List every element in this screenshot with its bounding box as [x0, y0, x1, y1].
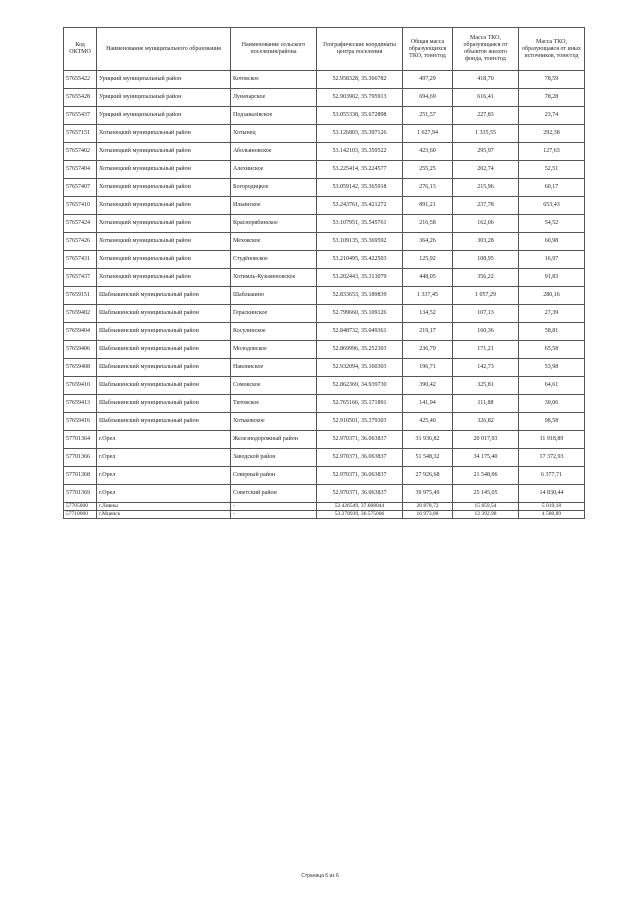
table-cell: 60,98 [519, 233, 585, 251]
table-cell: 57659402 [64, 305, 97, 323]
table-cell: Шаблыкинский муниципальный район [97, 395, 231, 413]
table-cell: 125,92 [403, 251, 453, 269]
table-cell: Хотынецкий муниципальный район [97, 233, 231, 251]
table-cell: - [231, 511, 317, 519]
table-cell: 227,83 [453, 107, 519, 125]
table-cell: 27,39 [519, 305, 585, 323]
table-cell: 57657151 [64, 125, 97, 143]
table-cell: Навлинское [231, 359, 317, 377]
table-cell: 52.848732, 35.049361 [317, 323, 403, 341]
column-header: Географические координаты центра поселения [317, 28, 403, 71]
table-cell: Хотынец [231, 125, 317, 143]
table-cell: Сомовское [231, 377, 317, 395]
table-cell: 108,95 [453, 251, 519, 269]
table-cell: Урицкий муниципальный район [97, 89, 231, 107]
table-cell: 364,26 [403, 233, 453, 251]
table-cell: 57659406 [64, 341, 97, 359]
table-cell: 51 548,32 [403, 449, 453, 467]
table-cell: 31 936,82 [403, 431, 453, 449]
table-cell: 326,82 [453, 413, 519, 431]
column-header: Масса ТКО, образующаяся от объектов жилого фонда, тонн/год [453, 28, 519, 71]
table-cell: 53.142103, 35.359522 [317, 143, 403, 161]
table-cell: 653,43 [519, 197, 585, 215]
table-cell: 17 372,93 [519, 449, 585, 467]
table-row [64, 413, 585, 431]
table-cell: Хотынецкий муниципальный район [97, 143, 231, 161]
table-row [64, 269, 585, 287]
table-cell: 216,58 [403, 215, 453, 233]
table-cell: 57701364 [64, 431, 97, 449]
table-row [64, 467, 585, 485]
table-cell: 891,21 [403, 197, 453, 215]
table-row [64, 179, 585, 197]
table-cell: 53.278939, 36.575006 [317, 511, 403, 519]
table-cell: Урицкий муниципальный район [97, 107, 231, 125]
table-row [64, 449, 585, 467]
column-header: Код ОКТМО [64, 28, 97, 71]
column-header: Общая масса образующихся ТКО, тонн/год [403, 28, 453, 71]
table-cell: 78,28 [519, 89, 585, 107]
table-cell: Хотынецкий муниципальный район [97, 161, 231, 179]
table-cell: 134,52 [403, 305, 453, 323]
table-cell: 57659416 [64, 413, 97, 431]
table-cell: 390,42 [403, 377, 453, 395]
table-cell: 57659413 [64, 395, 97, 413]
table-cell: 171,21 [453, 341, 519, 359]
table-cell: г.Орел [97, 449, 231, 467]
table-cell: 111,88 [453, 395, 519, 413]
table-cell: 52.869996, 35.252303 [317, 341, 403, 359]
table-cell: Подзавалівское [231, 107, 317, 125]
table-cell: 107,13 [453, 305, 519, 323]
table-cell: Шаблыкинский муниципальный район [97, 359, 231, 377]
table-cell: 694,69 [403, 89, 453, 107]
table-cell: 127,63 [519, 143, 585, 161]
table-cell: 53,98 [519, 359, 585, 377]
table-cell: 52.862369, 34.939730 [317, 377, 403, 395]
table-cell: Шаблыкино [231, 287, 317, 305]
table-cell: 6 377,71 [519, 467, 585, 485]
table-cell: 16 973,88 [403, 511, 453, 519]
table-cell: 276,13 [403, 179, 453, 197]
table-cell: 57657431 [64, 251, 97, 269]
table-cell: Меховское [231, 233, 317, 251]
table-cell: 52.958328, 35.366782 [317, 71, 403, 89]
table-cell: 1 335,55 [453, 125, 519, 143]
table-cell: Титовское [231, 395, 317, 413]
table-cell: Шаблыкинский муниципальный район [97, 413, 231, 431]
table-cell: 160,36 [453, 323, 519, 341]
table-cell: 1 057,29 [453, 287, 519, 305]
table-cell: 57657424 [64, 215, 97, 233]
table-cell: 57655437 [64, 107, 97, 125]
table-cell: Хотынецкий муниципальный район [97, 125, 231, 143]
table-cell: 325,81 [453, 377, 519, 395]
table-cell: 53.210495, 35.422503 [317, 251, 403, 269]
table-cell: Краснорябинское [231, 215, 317, 233]
table-cell: 57657410 [64, 197, 97, 215]
table-cell: Котовское [231, 71, 317, 89]
table-cell: 52.426549, 37.608044 [317, 503, 403, 511]
table-cell: 57657437 [64, 269, 97, 287]
table-cell: Хотынецкий муниципальный район [97, 215, 231, 233]
table-cell: 21 548,96 [453, 467, 519, 485]
table-cell: 215,96 [453, 179, 519, 197]
table-cell: Косулинское [231, 323, 317, 341]
table-cell: 15 859,54 [453, 503, 519, 511]
table-cell: Заводской район [231, 449, 317, 467]
table-row [64, 377, 585, 395]
table-cell: 57659151 [64, 287, 97, 305]
table-cell: 53.243761, 35.421272 [317, 197, 403, 215]
table-row [64, 287, 585, 305]
table-cell: 53.055338, 35.672898 [317, 107, 403, 125]
table-cell: Алехинское [231, 161, 317, 179]
table-cell: 52.970371, 36.063837 [317, 449, 403, 467]
table-cell: 14 830,44 [519, 485, 585, 503]
table-row [64, 125, 585, 143]
table-cell: г.Орел [97, 431, 231, 449]
table-cell: 57657402 [64, 143, 97, 161]
table-cell: Луначарское [231, 89, 317, 107]
table-cell: 255,25 [403, 161, 453, 179]
table-cell: - [231, 503, 317, 511]
table-cell: 53.225414, 35.224577 [317, 161, 403, 179]
table-row [64, 341, 585, 359]
table-cell: Шаблыкинский муниципальный район [97, 287, 231, 305]
table-cell: 57657404 [64, 161, 97, 179]
table-cell: 303,28 [453, 233, 519, 251]
table-cell: 52.765166, 35.171891 [317, 395, 403, 413]
table-cell: 237,78 [453, 197, 519, 215]
column-header: Масса ТКО, образующаяся от иных источников, тонн/год [519, 28, 585, 71]
table-row [64, 89, 585, 107]
table-cell: 52.799660, 35.109126 [317, 305, 403, 323]
table-cell: 65,58 [519, 341, 585, 359]
table-cell: 202,74 [453, 161, 519, 179]
table-cell: 52.970371, 36.063837 [317, 467, 403, 485]
table-cell: 52.833653, 35.189839 [317, 287, 403, 305]
table-cell: 20 878,72 [403, 503, 453, 511]
table-cell: 425,40 [403, 413, 453, 431]
table-cell: 448,05 [403, 269, 453, 287]
waste-table [63, 27, 585, 519]
table-cell: 54,52 [519, 215, 585, 233]
table-cell: 57657407 [64, 179, 97, 197]
table-cell: Хотьковское [231, 413, 317, 431]
table-row [64, 305, 585, 323]
table-cell: 58,81 [519, 323, 585, 341]
table-cell: 52.970371, 36.063837 [317, 485, 403, 503]
table-cell: 4 580,89 [519, 511, 585, 519]
table-cell: 12 392,98 [453, 511, 519, 519]
table-cell: 57655422 [64, 71, 97, 89]
table-row [64, 161, 585, 179]
table-cell: Гераскинское [231, 305, 317, 323]
table-cell: 292,38 [519, 125, 585, 143]
table-cell: Хотимль-Кузьменовское [231, 269, 317, 287]
table-cell: Шаблыкинский муниципальный район [97, 305, 231, 323]
table-row [64, 71, 585, 89]
table-cell: г.Мценск [97, 511, 231, 519]
table-cell: 280,16 [519, 287, 585, 305]
table-cell: 196,71 [403, 359, 453, 377]
page-footer: Страница 6 из 6 [301, 873, 339, 879]
table-cell: 11 918,89 [519, 431, 585, 449]
table-cell: 5 019,18 [519, 503, 585, 511]
table-row [64, 395, 585, 413]
table-cell: 53.107951, 35.545761 [317, 215, 403, 233]
table-cell: 52,51 [519, 161, 585, 179]
table-row [64, 215, 585, 233]
table-cell: 141,94 [403, 395, 453, 413]
table-cell: Молодовское [231, 341, 317, 359]
table-cell: 1 627,94 [403, 125, 453, 143]
table-row [64, 503, 585, 511]
table-cell: 52.903902, 35.795913 [317, 89, 403, 107]
table-cell: 27 926,68 [403, 467, 453, 485]
table-cell: 57701369 [64, 485, 97, 503]
table-cell: 52.932094, 35.160303 [317, 359, 403, 377]
table-cell: Урицкий муниципальный район [97, 71, 231, 89]
table-cell: 356,22 [453, 269, 519, 287]
table-cell: 78,59 [519, 71, 585, 89]
table-cell: 57659410 [64, 377, 97, 395]
table-cell: 39 975,49 [403, 485, 453, 503]
table-cell: 497,29 [403, 71, 453, 89]
table-cell: 34 175,40 [453, 449, 519, 467]
table-cell: 64,61 [519, 377, 585, 395]
table-cell: 57701368 [64, 467, 97, 485]
table-cell: 1 337,45 [403, 287, 453, 305]
table-row [64, 233, 585, 251]
table-cell: 57659404 [64, 323, 97, 341]
table-cell: Хотынецкий муниципальный район [97, 179, 231, 197]
table-cell: 53.059142, 35.365918 [317, 179, 403, 197]
column-header: Наименование сельского поселения/района [231, 28, 317, 71]
table-cell: г.Ливны [97, 503, 231, 511]
table-row [64, 107, 585, 125]
table-cell: 52.970371, 36.063837 [317, 431, 403, 449]
table-cell: 57657426 [64, 233, 97, 251]
table-row [64, 359, 585, 377]
table-cell: Железнодорожный район [231, 431, 317, 449]
table-row [64, 485, 585, 503]
table-cell: 53.109135, 35.369592 [317, 233, 403, 251]
table-row [64, 143, 585, 161]
table-cell: Хотынецкий муниципальный район [97, 197, 231, 215]
table-cell: Шаблыкинский муниципальный район [97, 341, 231, 359]
table-cell: 60,17 [519, 179, 585, 197]
table-header-row [64, 28, 585, 71]
table-cell: Северный район [231, 467, 317, 485]
table-cell: 142,73 [453, 359, 519, 377]
table-cell: 30,06 [519, 395, 585, 413]
table-cell: Ильинское [231, 197, 317, 215]
table-row [64, 431, 585, 449]
table-row [64, 251, 585, 269]
table-cell: 52.910501, 35.379303 [317, 413, 403, 431]
table-cell: Абольяновское [231, 143, 317, 161]
table-cell: 423,60 [403, 143, 453, 161]
table-cell: 57655428 [64, 89, 97, 107]
table-cell: 23,74 [519, 107, 585, 125]
table-cell: Шаблыкинский муниципальный район [97, 323, 231, 341]
table-cell: 16,97 [519, 251, 585, 269]
table-cell: 219,17 [403, 323, 453, 341]
table-cell: 251,57 [403, 107, 453, 125]
table-cell: 53.202443, 35.313079 [317, 269, 403, 287]
table-cell: 236,79 [403, 341, 453, 359]
table-cell: 418,70 [453, 71, 519, 89]
table-cell: 25 145,05 [453, 485, 519, 503]
table-cell: 53.126803, 35.397126 [317, 125, 403, 143]
table-body [64, 71, 585, 519]
table-cell: 57659408 [64, 359, 97, 377]
table-cell: г.Орел [97, 467, 231, 485]
table-cell: Хотынецкий муниципальный район [97, 269, 231, 287]
table-row [64, 511, 585, 519]
table-cell: 162,06 [453, 215, 519, 233]
column-header: Наименование муниципального образования [97, 28, 231, 71]
table-cell: 616,41 [453, 89, 519, 107]
table-cell: Студёновское [231, 251, 317, 269]
table-cell: 57705000 [64, 503, 97, 511]
table-cell: Шаблыкинский муниципальный район [97, 377, 231, 395]
table-cell: г.Орел [97, 485, 231, 503]
table-row [64, 197, 585, 215]
table-cell: 20 017,93 [453, 431, 519, 449]
table-cell: 57701366 [64, 449, 97, 467]
table-cell: Хотынецкий муниципальный район [97, 251, 231, 269]
table-cell: 295,97 [453, 143, 519, 161]
table-row [64, 323, 585, 341]
table-cell: 57710000 [64, 511, 97, 519]
table-cell: 91,83 [519, 269, 585, 287]
table-cell: Богородицкое [231, 179, 317, 197]
table-cell: 98,58 [519, 413, 585, 431]
table-cell: Советский район [231, 485, 317, 503]
